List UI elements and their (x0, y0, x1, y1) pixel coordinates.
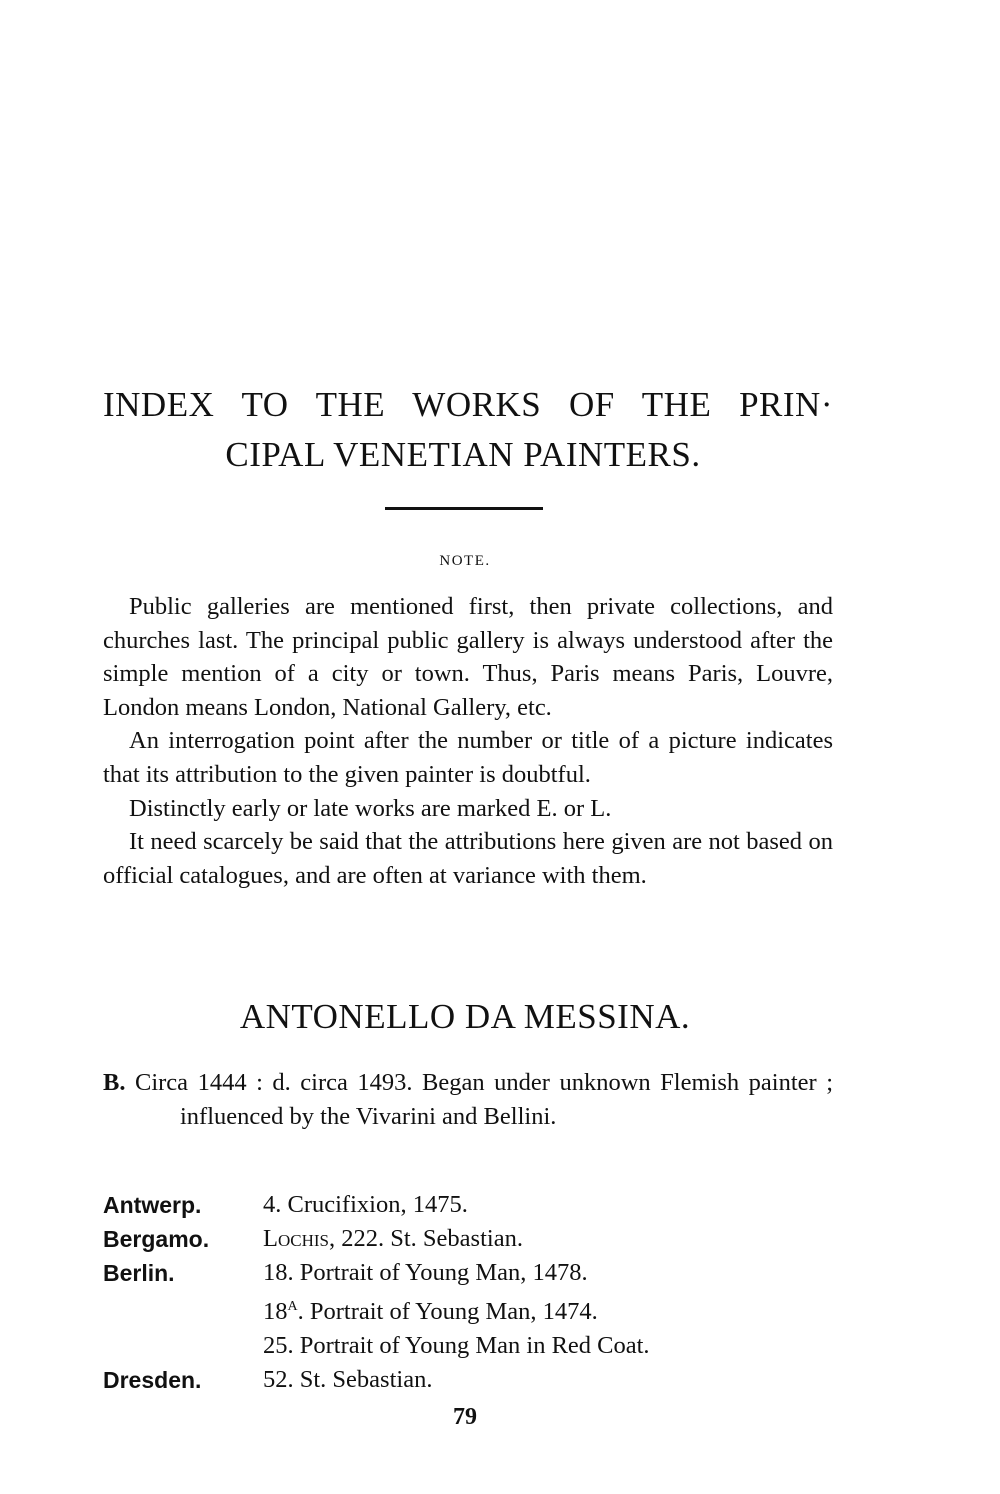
work-city: Antwerp. (103, 1192, 202, 1218)
work-entry (263, 1188, 833, 1222)
index-title-line-2: CIPAL VENETIAN PAINTERS. (225, 435, 701, 474)
work-number: 222. (341, 1225, 385, 1252)
work-title: Crucifixion, 1475. (287, 1191, 468, 1218)
index-title-line-1: INDEX TO THE WORKS OF THE PRIN· (103, 385, 833, 424)
work-title: Portrait of Young Man, 1478. (299, 1259, 588, 1286)
work-entry (263, 1256, 833, 1290)
painter-biography (103, 1066, 833, 1134)
work-entry (263, 1329, 833, 1363)
work-number: 52. (263, 1366, 294, 1394)
work-title: St. Sebastian. (299, 1366, 433, 1394)
note-paragraph: An interrogation point after the number or title of a picture indicates that its attribution to the given painter is doubtful. (103, 727, 833, 788)
work-entry (263, 1363, 833, 1397)
work-title: Portrait of Young Man in Red Coat. (299, 1332, 650, 1360)
work-title: . Portrait of Young Man, 1474. (297, 1298, 598, 1326)
biography-text: Circa 1444 : d. circa 1493. Began under unknown Flemish painter ; influenced by the Vivarini and Bellini. (135, 1069, 834, 1130)
work-number: 18. (263, 1259, 294, 1286)
list-item (103, 1290, 833, 1329)
works-list (103, 1188, 833, 1397)
list-item (103, 1329, 833, 1363)
work-city: Berlin. (103, 1260, 175, 1286)
page-number: 79 (453, 1404, 477, 1430)
note-paragraph: It need scarcely be said that the attributions here given are not based on official catalogues, and are often at variance with them. (103, 828, 833, 889)
note-paragraph: Public galleries are mentioned first, then private collections, and churches last. The principal public gallery is always understood after the simple mention of a city or town. Thus, Paris means Paris, Louvre, London means London, National Gallery, etc. (103, 593, 833, 721)
list-item (103, 1363, 833, 1397)
birth-mark: B. (103, 1069, 126, 1096)
painter-heading: ANTONELLO DA MESSINA. (239, 997, 691, 1036)
work-collection: Lochis, (263, 1225, 336, 1252)
list-item (103, 1256, 833, 1290)
note-body (103, 590, 833, 892)
work-city: Dresden. (103, 1367, 202, 1394)
title-divider-rule (385, 507, 543, 510)
work-title: St. Sebastian. (390, 1225, 523, 1252)
work-number: 25. (263, 1332, 294, 1360)
work-number-suffix: A (287, 1299, 298, 1314)
work-entry (263, 1290, 833, 1329)
work-city (103, 1329, 263, 1363)
work-number: 4. (263, 1191, 282, 1218)
work-entry (263, 1222, 833, 1256)
work-city: Bergamo. (103, 1226, 210, 1252)
index-title (103, 380, 833, 480)
work-city (103, 1290, 263, 1329)
list-item (103, 1188, 833, 1222)
note-paragraph: Distinctly early or late works are marked E. or L. (129, 794, 612, 822)
list-item (103, 1222, 833, 1256)
work-number: 18 (263, 1298, 288, 1326)
note-label: NOTE. (439, 553, 491, 569)
